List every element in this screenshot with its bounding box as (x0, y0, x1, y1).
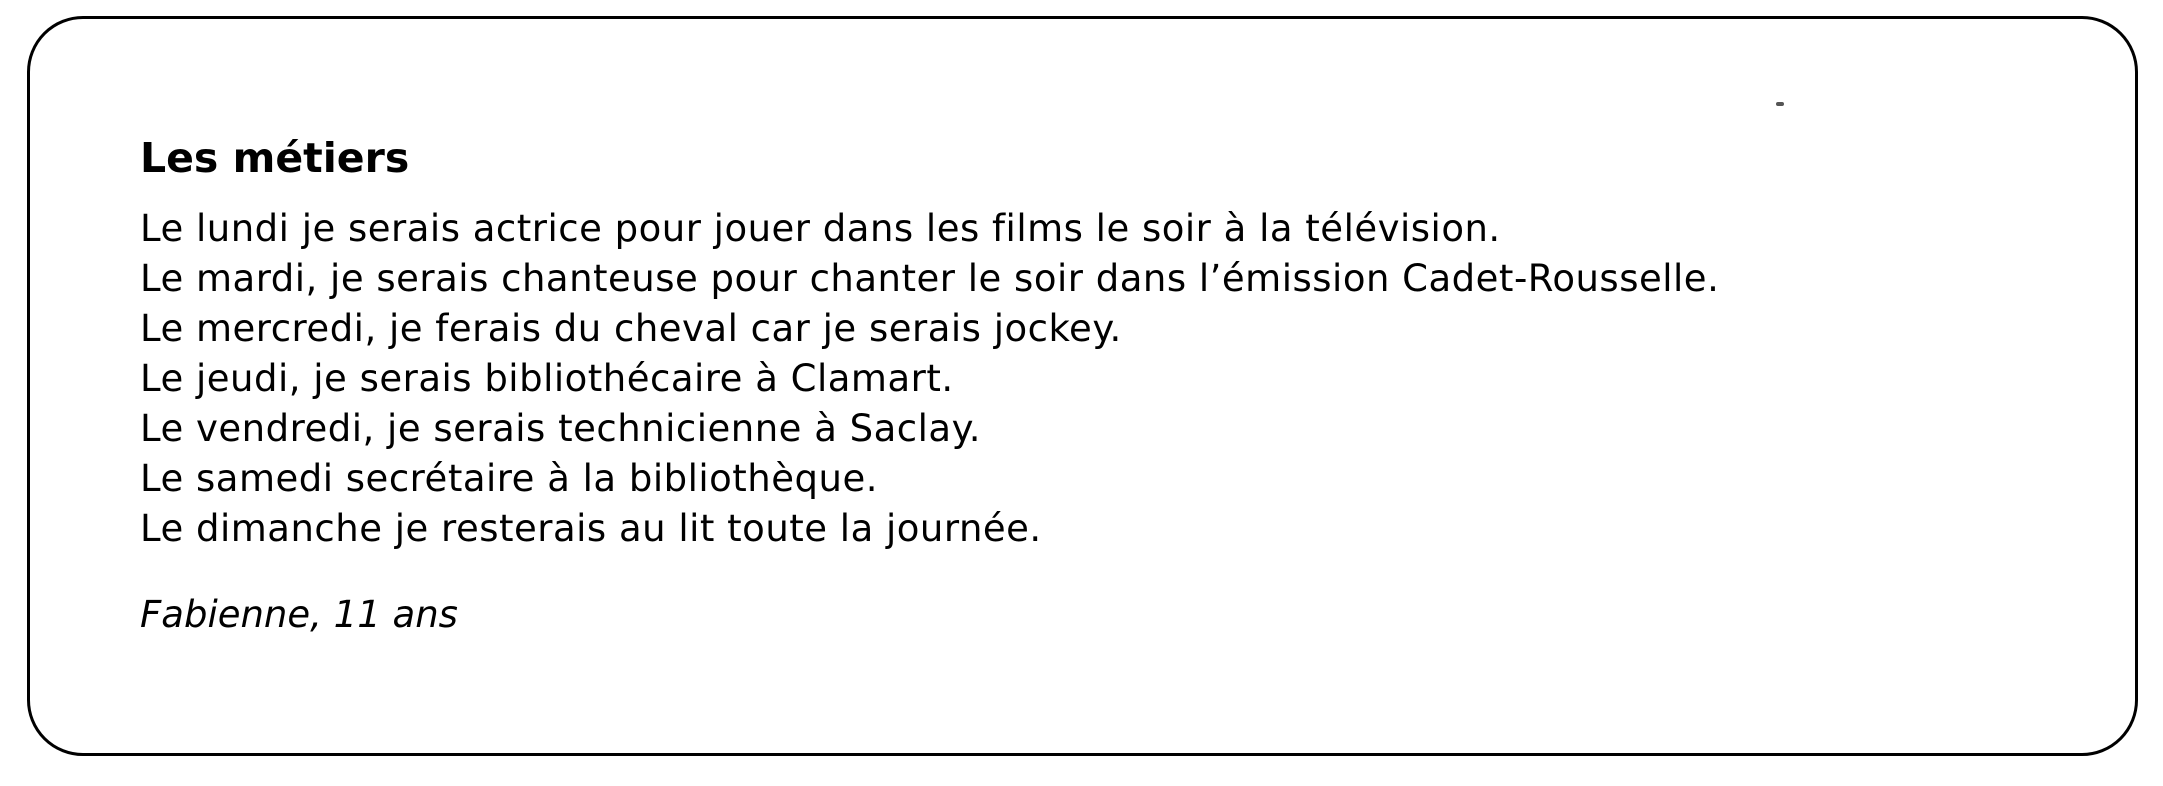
text-line-thursday: Le jeudi, je serais bibliothécaire à Clamart. (140, 357, 954, 400)
text-line-sunday: Le dimanche je resterais au lit toute la journée. (140, 507, 1042, 550)
text-line-saturday: Le samedi secrétaire à la bibliothèque. (140, 457, 878, 500)
text-lines (140, 204, 2040, 554)
card-content (140, 128, 2040, 640)
text-line-friday: Le vendredi, je serais technicienne à Saclay. (140, 407, 981, 450)
text-line-tuesday: Le mardi, je serais chanteuse pour chanter le soir dans l’émission Cadet-Rousselle. (140, 257, 1720, 300)
text-line-wednesday: Le mercredi, je ferais du cheval car je serais jockey. (140, 307, 1122, 350)
page-title: Les métiers (140, 134, 410, 182)
scan-speck (1776, 102, 1784, 106)
text-line-monday: Le lundi je serais actrice pour jouer dans les films le soir à la télévision. (140, 207, 1501, 250)
author-signature: Fabienne, 11 ans (140, 593, 458, 636)
